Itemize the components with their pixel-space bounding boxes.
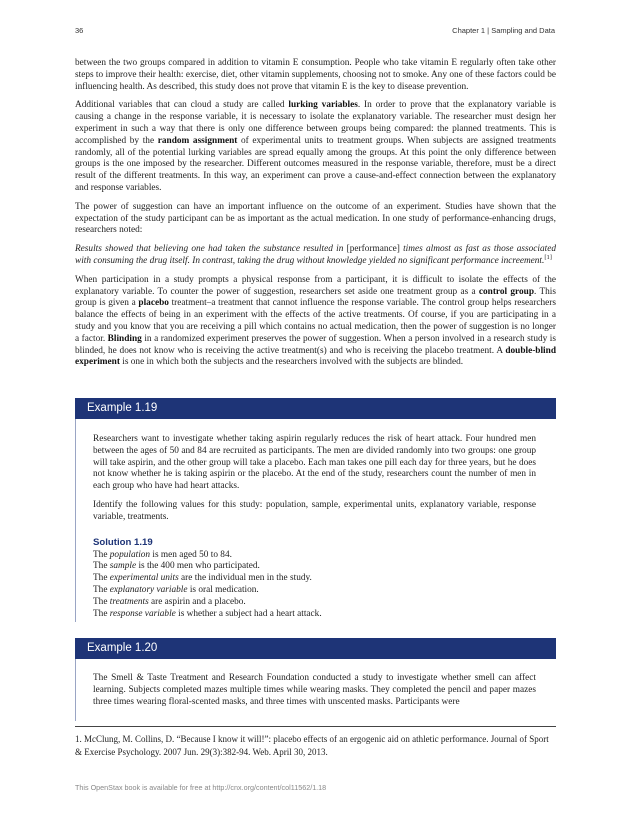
- paragraph-vitamin-e: [75, 58, 556, 93]
- paragraph-lurking-variables: [75, 100, 556, 194]
- text-run: . This group is given a: [75, 286, 556, 309]
- example-1-19-problem: [93, 434, 536, 493]
- italic-text: population: [109, 549, 151, 560]
- text-run: is one in which both the subjects and the researchers involved with the subjects are blinded.: [119, 357, 464, 368]
- paragraph-control-group: [75, 275, 556, 369]
- text-run: Identify the following values for this study: population, sample, experimental units, explanatory variable, response variable, treatments.: [93, 499, 536, 522]
- italic-text: explanatory variable: [109, 584, 188, 595]
- text-run: Researchers want to investigate whether taking aspirin regularly reduces the risk of heart attack. Four hundred men between the ages of 50 and 84 are recruited as participants. The men are divided randomly into two groups: one group will take aspirin, and the other group will take a placebo. Each man takes one pill each day for three years, but he does not know whether he is taking aspirin or the placebo. At the end of the study, researchers count the number of men in each group who have had heart attacks.: [93, 434, 536, 492]
- key-term: Blinding: [107, 333, 142, 344]
- page-footer: This OpenStax book is available for free at http://cnx.org/content/col11562/1.18: [75, 783, 327, 792]
- italic-text: sample: [109, 561, 137, 572]
- italic-text: Results showed that believing one had taken the substance resulted in: [75, 244, 347, 255]
- italic-text: response variable: [109, 608, 176, 619]
- example-1-19-question: [93, 500, 536, 524]
- text-run: When participation in a study prompts a physical response from a participant, it is difficult to isolate the effects of the explanatory variable. To counter the power of suggestion, researchers set aside one treatment group as a: [75, 274, 556, 297]
- key-term: lurking variables: [288, 100, 358, 111]
- text-run: The: [93, 573, 110, 584]
- text-run: are the individual men in the study.: [178, 573, 312, 584]
- page-header: [75, 26, 555, 38]
- footnote: 1. McClung, M. Collins, D. “Because I know it will!”: placebo effects of an ergogenic aid on athletic performance. Journal of Sport & Exercise Psychology. 2007 Jun. 29(3):382-94. Web. April 30, 2013.: [75, 734, 549, 757]
- text-run: The: [93, 584, 110, 595]
- solution-line: [93, 573, 536, 585]
- example-1-19-header: [75, 398, 556, 419]
- text-run: Additional variables that can cloud a study are called: [75, 100, 289, 111]
- page-number: 36: [75, 26, 84, 35]
- text-run: treatment–a treatment that cannot influence the response variable. The control group helps researchers balance the effects of being in an experiment with the effects of the active treatments. Of course, if you are participating in a study and you know that you are receiving a pill which contains no actual medication, then the power of suggestion is no longer a factor.: [75, 298, 556, 344]
- key-term: placebo: [138, 298, 169, 309]
- footnote-divider: [75, 726, 556, 727]
- text-run: The: [93, 561, 110, 572]
- example-1-20-problem: [93, 673, 536, 708]
- text-run: between the two groups compared in addition to vitamin E consumption. People who take vitamin E regularly often take other steps to improve their health: exercise, diet, other vitamin supplements, choosing not to smoke. Any one of these factors could be influencing health. As described, this study does not prove that vitamin E is the key to disease prevention.: [75, 58, 556, 92]
- key-term: control group: [478, 286, 535, 297]
- text-run: The: [93, 549, 110, 560]
- italic-text: times almost as fast as those associated with consuming the drug itself. In contrast, taking the drug without knowledge yielded no significant performance increement.: [75, 244, 556, 266]
- text-run: are aspirin and a placebo.: [148, 596, 246, 607]
- example-1-20-body: [93, 673, 536, 715]
- main-text: [75, 58, 556, 376]
- text-run: of experimental units to treatment groups. When subjects are assigned treatments randomly, all of the potential lurking variables are spread equally among the groups. At this point the only difference between groups is the one imposed by the researcher. Different outcomes measured in the response variable, therefore, must be a direct result of the different treatments. In this way, an experiment can prove a cause-and-effect connection between the explanatory and response variables.: [75, 135, 556, 193]
- solution-line: [93, 585, 536, 597]
- chapter-title: Chapter 1 | Sampling and Data: [452, 26, 555, 35]
- key-term: random assignment: [157, 135, 238, 146]
- text-run: The Smell & Taste Treatment and Research Foundation conducted a study to investigate whether smell can affect learning. Subjects completed mazes multiple times while wearing masks. They completed the pencil and paper mazes three times wearing floral-scented masks, and three times with unscented masks. Participants were: [93, 673, 536, 707]
- text-run: is whether a subject had a heart attack.: [175, 608, 322, 619]
- text-run: is oral medication.: [187, 584, 259, 595]
- paragraph-power-of-suggestion: [75, 202, 556, 237]
- italic-text: treatments: [109, 596, 149, 607]
- text-run: is men aged 50 to 84.: [150, 549, 232, 560]
- text-run: [performance]: [346, 244, 400, 255]
- solution-line: [93, 550, 536, 562]
- text-run: The: [93, 608, 110, 619]
- block-quote: [75, 244, 556, 268]
- example-1-19-title: Example 1.19: [87, 402, 158, 414]
- solution-1-19-title: Solution 1.19: [93, 536, 153, 548]
- key-term: double-blind experiment: [75, 345, 556, 368]
- example-1-19-body: [93, 434, 536, 620]
- text-run: . In order to prove that the explanatory variable is causing a change in the response variable, it is necessary to isolate the explanatory variable. The researcher must design her experiment in such a way that there is only one difference between groups being compared: the planned treatments. This is accomplished by the: [75, 100, 556, 146]
- solution-line: [93, 561, 536, 573]
- italic-text: experimental units: [109, 573, 179, 584]
- text-run: The power of suggestion can have an important influence on the outcome of an experiment. Studies have shown that the expectation of the study participant can be as important as the actual medication. In one study of performance-enhancing drugs, researchers noted:: [75, 201, 556, 236]
- text-run: in a randomized experiment preserves the power of suggestion. When a person involved in a research study is blinded, he does not know who is receiving the active treatment(s) and who is receiving the placebo treatment. A: [75, 333, 556, 356]
- text-run: is the 400 men who participated.: [136, 561, 260, 572]
- text-run: The: [93, 596, 110, 607]
- example-1-20-header: [75, 638, 556, 659]
- footnote-ref[interactable]: [1]: [544, 253, 552, 261]
- solution-line: [93, 597, 536, 609]
- solution-line: [93, 609, 536, 621]
- example-1-20-title: Example 1.20: [87, 642, 158, 654]
